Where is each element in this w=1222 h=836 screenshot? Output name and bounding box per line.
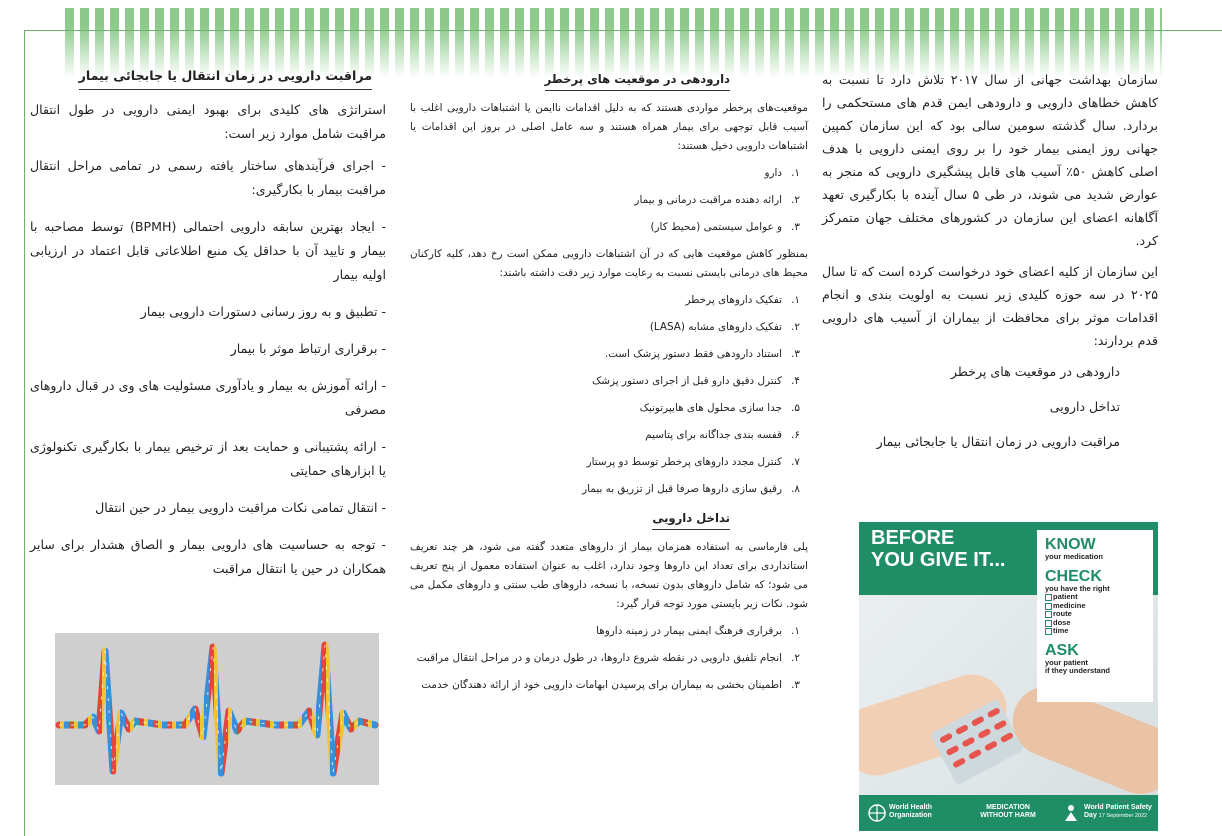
item-text: تفکیک داروهای پرخطر [685,294,782,306]
interaction-paragraph: پلی فارماسی به استفاده همزمان بیمار از داروهای متعدد گفته می شود، هر چند تعریف استانداردی برای تعداد این داروها وجود ندارد، اغلب به عنوان استفاده معمول از پنج تعریف می شود؛ که شامل داروهای بدون نسخه، با نسخه، داروهای طب سنتی و داروهای مکمل می شود. نکات زیر بایستی مورد توجه قرار گیرد: [410,541,808,610]
strategy-item: - ارائه آموزش به بیمار و یادآوری مسئولیت های وی در قبال داروهای مصرفی [30,378,386,417]
item-text: انجام تلفیق دارویی در نقطه شروع داروها، در طول درمان و در مراحل انتقال مراقبت [416,652,782,664]
item-text: اطمینان بخشی به بیماران برای پرسیدن ابهامات دارویی خود از ارائه دهندگان خدمت [421,679,782,691]
heartbeat-pills-image [55,633,379,785]
list-item [410,426,808,445]
priority-item: دارودهی در موقعیت های پرخطر [950,364,1120,379]
list-item [410,345,808,364]
rule-list [410,291,808,499]
high-risk-column [410,70,808,703]
item-number: ۲. [791,321,800,333]
item-text: برقراری فرهنگ ایمنی بیمار در زمینه داروها [596,625,782,637]
item-number: ۱. [791,625,800,637]
patient-safety-logo-text [1084,804,1156,820]
poster-headline: BEFORE [871,527,955,549]
item-number: ۷. [791,456,800,468]
check-item: route [1045,610,1145,619]
list-item [410,372,808,391]
know-sub: your medication [1045,552,1103,561]
section-title-transition: مراقبت دارویی در زمان انتقال یا جابجائی بیمار [79,64,372,90]
patient-safety-date: 17 September 2022 [1098,813,1148,819]
check-item: medicine [1045,602,1145,611]
check-heading: CHECK [1045,567,1102,585]
ask-heading: ASK [1045,641,1079,659]
list-item [410,649,808,668]
note-list [410,622,808,695]
priority-item: تداخل دارویی [1049,399,1120,414]
strategy-item: - اجرای فرآیندهای ساختار یافته رسمی در تمامی مراحل انتقال مراقبت بیمار با بکارگیری: [30,158,386,197]
item-text: کنترل مجدد داروهای پرخطر توسط دو پرستار [586,456,782,468]
mwh-logo-text: MEDICATION WITHOUT HARM [980,804,1036,819]
list-item [410,318,808,337]
transition-care-column [30,64,386,594]
poster-headline-2: YOU GIVE IT... [871,549,1006,571]
check-item: time [1045,627,1145,636]
strategy-item: - توجه به حساسیت های دارویی بیمار و الصاق هشدار برای سایر همکاران در حین یا انتقال مراقبت [30,537,386,576]
who-logo-icon [867,803,887,823]
list-item [410,622,808,641]
poster-footer [859,795,1158,831]
section-title-high-risk: دارودهی در موقعیت های پرخطر [545,70,730,91]
check-item: dose [1045,619,1145,628]
check-sub: you have the right [1045,583,1110,593]
item-number: ۲. [791,652,800,664]
transition-intro: استراتژی های کلیدی برای بهبود ایمنی دارویی در طول انتقال مراقبت شامل موارد زیر است: [30,102,386,141]
item-text: استناد دارودهی فقط دستور پزشک است. [604,348,782,360]
item-number: ۳. [791,221,800,233]
item-text: و عوامل سیستمی (محیط کار) [650,221,782,233]
item-number: ۵. [791,402,800,414]
item-number: ۶. [791,429,800,441]
strategy-item: - انتقال تمامی نکات مراقبت دارویی بیمار در حین انتقال [95,500,386,515]
strategy-item: - برقراری ارتباط موثر با بیمار [230,341,386,356]
list-item [410,453,808,472]
strategy-item: - ایجاد بهترین سابقه دارویی احتمالی (BPMH) توسط مصاحبه با بیمار و تایید آن با حداقل یک منبع اطلاعاتی قابل اعتماد در ارزیابی اولیه بیمار [30,219,386,282]
item-text: کنترل دقیق دارو قبل از اجرای دستور پزشک [592,375,782,387]
item-text: ارائه دهنده مراقبت درمانی و بیمار [634,194,782,206]
intro-paragraph-2: این سازمان از کلیه اعضای خود درخواست کرده است که تا سال ۲۰۲۵ در سه حوزه کلیدی زیر نسبت به اولویت بندی و انجام اقدامات موثر برای محافظت از بیماران از آسیب های دارویی قدم بردارند: [822,264,1158,348]
patient-safety-logo-icon [1062,803,1080,823]
section-title-interaction: تداخل دارویی [652,509,730,530]
ask-sub-2: if they understand [1045,666,1111,675]
ask-sub: your patient [1045,657,1088,667]
list-item [410,291,808,310]
who-poster-image [859,522,1158,831]
high-risk-paragraph-2: بمنظور کاهش موقعیت هایی که در آن اشتباهات دارویی ممکن است رخ دهد، کلیه کارکنان محیط های درمانی بایستی نسبت به رعایت موارد زیر دقت داشته باشند: [410,248,808,279]
intro-paragraph: سازمان بهداشت جهانی از سال ۲۰۱۷ تلاش دارد تا نسبت به کاهش خطاهای دارویی و دارودهی ایمن قدم های مستحکمی را بردارد. سال گذشته سومین سالی بود که این سازمان کمپین جهانی روز ایمنی بیمار خود را بر روی ایمنی دارویی با هدف اصلی کاهش ۵۰٪ آسیب های قابل پیشگیری دارویی که منجر به عوارض شدید می شوند، در طی ۵ سال آینده با بکارگیری تعهد آگاهانه اعضای این سازمان در کشورهای مختلف جهان متمرکز کرد. [822,72,1158,248]
item-text: تفکیک داروهای مشابه (LASA) [649,321,782,333]
high-risk-intro: موقعیت‌های پرخطر مواردی هستند که به دلیل اقدامات ناایمن یا اشتباهات دارویی اغلب با آسیب قابل توجهی برای بیمار همراه هستند و سه عامل اصلی در بروز این اقدامات یا اشتباهات دارویی دخیل هستند: [410,102,808,152]
list-item [410,676,808,695]
poster-checklist-card [1037,530,1153,702]
list-item [410,399,808,418]
item-number: ۳. [791,348,800,360]
list-item [410,164,808,183]
priority-list [822,360,1158,453]
item-number: ۱. [791,294,800,306]
item-text: رقیق سازی داروها صرفا قبل از تزریق به بیمار [582,483,782,495]
priority-item: مراقبت دارویی در زمان انتقال یا جابجائی بیمار [876,434,1120,449]
heartbeat-line-icon [55,633,379,785]
patient-safety-name: World Patient Safety Day [1084,804,1152,819]
item-text: دارو [764,167,782,179]
item-number: ۳. [791,679,800,691]
item-text: جدا سازی محلول های هایپرتونیک [639,402,782,414]
list-item [410,218,808,237]
strategy-item: - ارائه پشتیبانی و حمایت بعد از ترخیص بیمار با بکارگیری تکنولوژی یا ابزارهای حمایتی [30,439,386,478]
list-item [410,191,808,210]
know-heading: KNOW [1045,536,1096,553]
item-number: ۴. [791,375,800,387]
who-logo-text: World Health Organization [889,804,933,819]
intro-column [822,68,1158,465]
check-item: patient [1045,593,1145,602]
item-number: ۱. [791,167,800,179]
item-text: قفسه بندی جداگانه برای پتاسیم [645,429,782,441]
factor-list [410,164,808,237]
item-number: ۸. [791,483,800,495]
strategy-item: - تطبیق و به روز رسانی دستورات دارویی بیمار [140,304,386,319]
list-item [410,480,808,499]
item-number: ۲. [791,194,800,206]
